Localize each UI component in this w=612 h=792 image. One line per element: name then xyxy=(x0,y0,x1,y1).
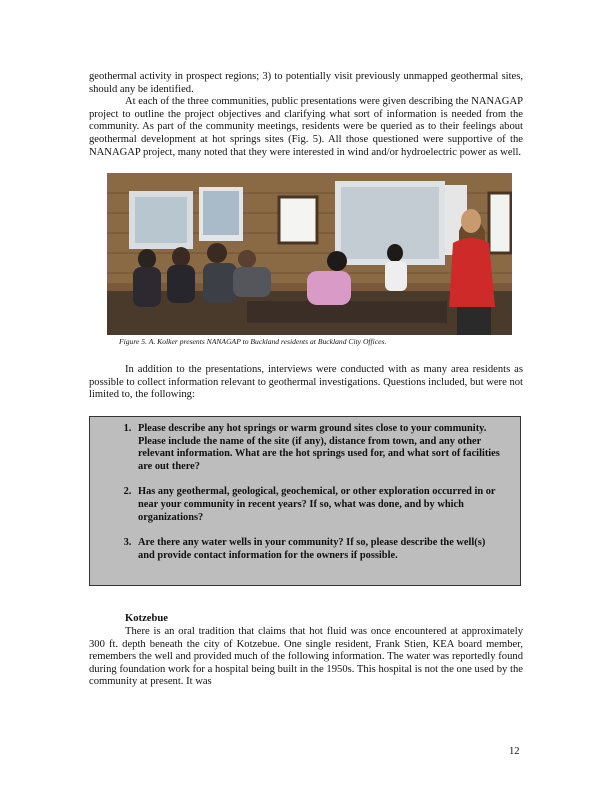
section-heading-kotzebue: Kotzebue xyxy=(125,612,168,624)
question-item: 1. Please describe any hot springs or warm ground sites close to your community. Please include the name of the site (if any), distance from town, and any other relevant information. What are the hot springs used for, and what sort of facilities are out there? xyxy=(134,423,502,473)
kotzebue-paragraph: There is an oral tradition that claims that hot fluid was once encountered at approximately 300 ft. depth beneath the city of Kotzebue. One single resident, Frank Stien, KEA board member, remembers the well and provided much of the following information. The water was reportedly found during foundation work for a hospital being built in the 1950s. This hospital is not the one used by the community at present. It was xyxy=(89,625,523,688)
page-body xyxy=(89,71,523,689)
meeting-photo-illustration xyxy=(107,173,512,335)
presentations-paragraph: At each of the three communities, public presentations were given describing the NANAGAP project to outline the project objectives and clarifying what sort of information is needed from the community. As part of the community meetings, residents were be queried as to their feelings about geothermal development at hot springs sites (Fig. 5). All those questioned were supportive of the NANAGAP project, many noted that they were interested in wind and/or hydroelectric power as well. xyxy=(89,96,523,158)
figure-5-photo xyxy=(107,173,512,335)
intro-paragraph: geothermal activity in prospect regions; 3) to potentially visit previously unmapped geothermal sites, should any be identified. xyxy=(89,71,523,95)
questions-box xyxy=(89,416,521,586)
interviews-paragraph: In addition to the presentations, interviews were conducted with as many area residents as possible to collect information relevant to geothermal investigations. Questions included, but were not limited to, the following: xyxy=(89,364,523,401)
figure-caption: Figure 5. A. Kolker presents NANAGAP to Buckland residents at Buckland City Offices. xyxy=(119,337,387,347)
page-number: 12 xyxy=(509,746,520,757)
question-item: 3. Are there any water wells in your community? If so, please describe the well(s) and provide contact information for the owners if possible. xyxy=(134,537,502,562)
questions-list xyxy=(116,423,502,562)
question-item: 2. Has any geothermal, geological, geochemical, or other exploration occurred in or near your community in recent years? If so, what was done, and by which organizations? xyxy=(134,486,502,524)
